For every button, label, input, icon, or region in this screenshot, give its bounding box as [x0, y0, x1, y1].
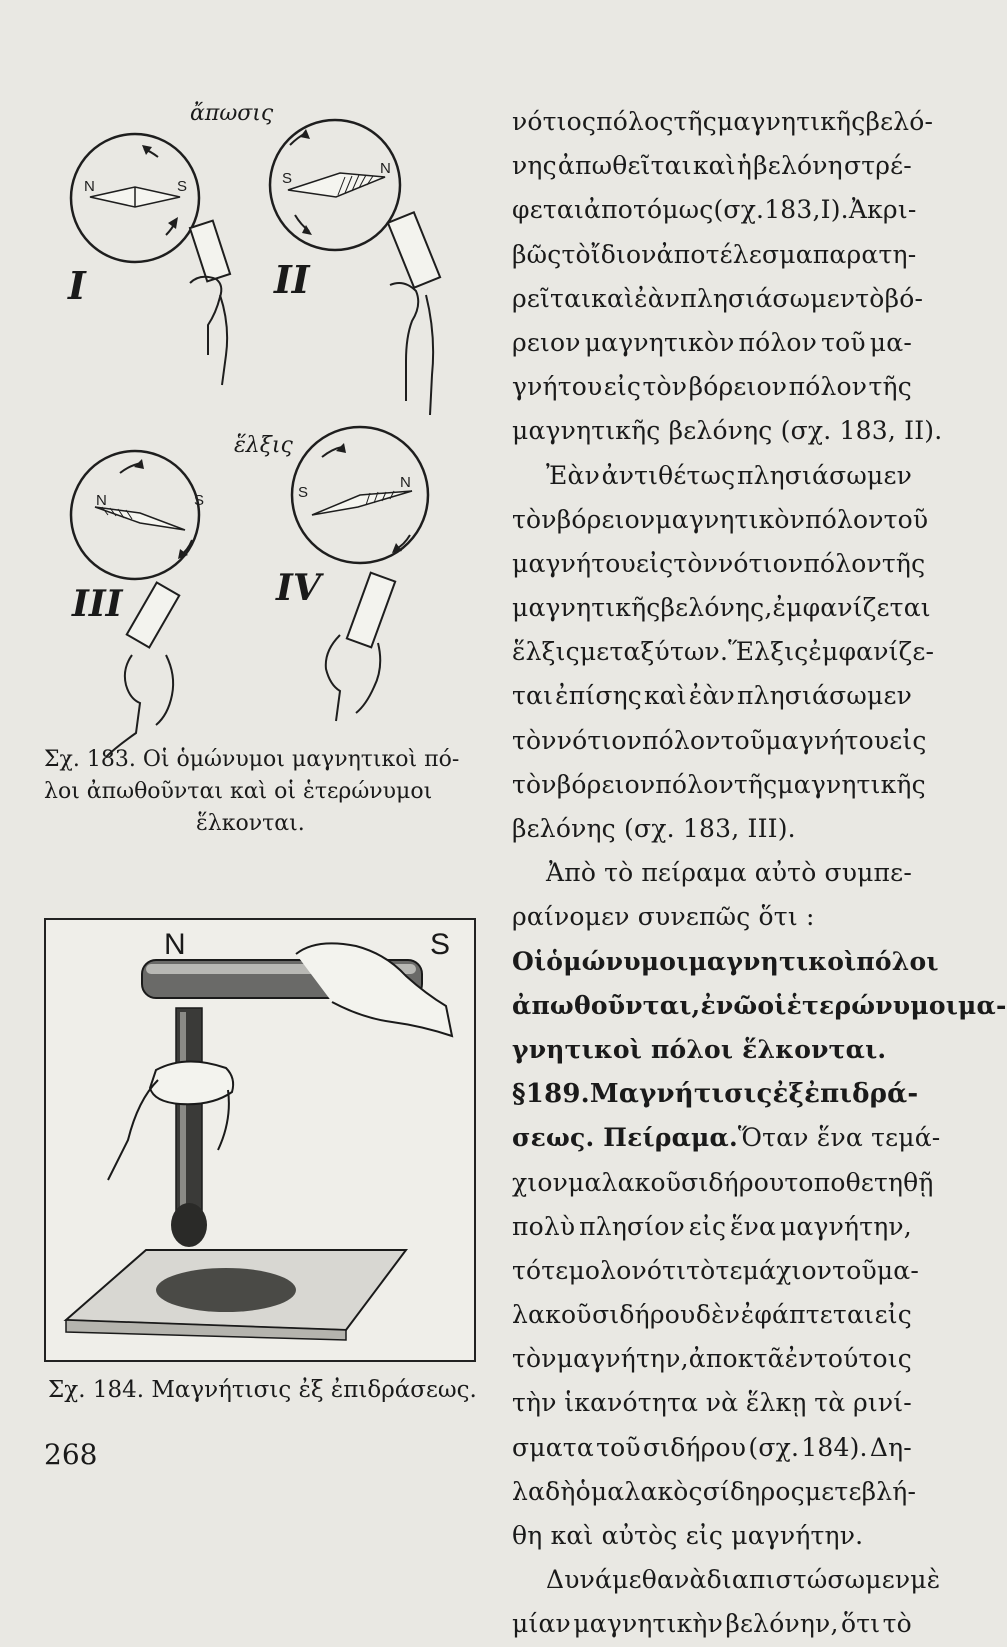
text-line: ρειον μαγνητικὸν πόλον τοῦ μα- [512, 327, 912, 357]
magnet-2-icon [388, 212, 440, 287]
text-line: λακοῦ σιδήρου δὲν ἐφάπτεται εἰς [512, 1300, 912, 1330]
repel-label: ἄπωσις [190, 101, 274, 126]
text-line [512, 1116, 941, 1160]
text-line: ρεῖται καὶ ἐὰν πλησιάσωμεν τὸ βό- [512, 283, 924, 313]
text-line: μαγνητικῆς βελόνης, ἐμφανίζεται [512, 593, 931, 623]
text-line: χιον μαλακοῦ σιδήρου τοποθετηθῇ [512, 1167, 934, 1197]
numeral-4: IV [276, 567, 321, 609]
pole-s-label-4: S [298, 484, 309, 501]
pole-s-label-2: S [282, 170, 293, 187]
figure-183-caption-line-2: λοι ἀπωθοῦνται καὶ οἱ ἑτερώνυμοι [44, 779, 433, 804]
text-line: Ἐὰν ἀντιθέτως πλησιάσωμεν [546, 460, 912, 490]
page-number: 268 [44, 1438, 98, 1471]
numeral-3: III [72, 583, 123, 625]
text-line: μαγνητικῆς βελόνης (σχ. 183, ΙΙ). [512, 416, 943, 446]
pole-n-label-2: N [380, 160, 391, 177]
iron-filings-tuft-icon [171, 1203, 207, 1247]
rule-statement-line: γνητικοὶ πόλοι ἕλκονται. [512, 1034, 887, 1064]
figure-183 [40, 95, 480, 755]
figure-183-caption-line-3: ἕλκονται. [196, 811, 305, 836]
iron-rod-icon [176, 1008, 202, 1218]
rule-statement-line: Οἱ ὁμώνυμοι μαγνητικοὶ πόλοι [512, 946, 939, 976]
needle-2-icon [288, 173, 385, 197]
text-line: βελόνης (σχ. 183, ΙΙΙ). [512, 814, 796, 843]
pole-s-label-3: S [194, 492, 205, 509]
text-line: μαγνήτου εἰς τὸν νότιον πόλον τῆς [512, 548, 926, 578]
section-heading: § 189. Μαγνήτισις ἐξ ἐπιδρά- [512, 1079, 919, 1110]
hand-gripping-rod-icon [150, 1061, 233, 1104]
figure-184-drawing [46, 920, 474, 1360]
numeral-2: II [274, 257, 310, 302]
magnet-4-icon [347, 573, 395, 648]
text-line: σματα τοῦ σιδήρου (σχ. 184). Δη- [512, 1432, 912, 1462]
section-subheading: σεως. Πείραμα. [512, 1123, 738, 1153]
text-line: τὸν βόρειον πόλον τῆς μαγνητικῆς [512, 769, 926, 799]
text-line: ται ἐπίσης καὶ ἐὰν πλησιάσωμεν [512, 681, 912, 711]
text-line: Ἀπὸ τὸ πείραμα αὐτὸ συμπε- [546, 858, 912, 888]
text-line: ἕλξις μεταξύ των. Ἕλξις ἐμφανίζε- [512, 637, 935, 667]
needle-4-icon [312, 491, 412, 515]
figure-183-drawing [40, 95, 480, 735]
text-line: Δυνάμεθα νὰ διαπιστώσωμεν μὲ [546, 1565, 941, 1595]
text-line: φεται ἀποτόμως (σχ. 183, Ι). Ἀκρι- [512, 195, 917, 225]
hand-1-icon [190, 277, 221, 355]
text-line-part: Ὅταν ἕνα τεμά- [737, 1123, 941, 1153]
hand-4-icon [326, 635, 340, 721]
numeral-1: I [68, 263, 86, 308]
body-text-column [512, 100, 1007, 1647]
text-line: νότιος πόλος τῆς μαγνητικῆς βελό- [512, 107, 934, 136]
pole-n-label-3: N [96, 492, 107, 509]
text-line: τὴν ἱκανότητα νὰ ἕλκῃ τὰ ρινί- [512, 1388, 912, 1418]
figure-184 [44, 918, 476, 1362]
attract-label: ἕλξις [234, 433, 293, 458]
figure-183-caption-line-1: Σχ. 183. Οἱ ὁμώνυμοι μαγνητικοὶ πό- [44, 747, 460, 772]
pole-n-label-4: N [400, 474, 411, 491]
rule-statement-line: ἀπωθοῦνται, ἐνῶ οἱ ἑτερώνυμοι μα- [512, 990, 1007, 1020]
magnet-1-icon [190, 221, 230, 282]
text-line: τότε μολονότι τὸ τεμάχιον τοῦ μα- [512, 1255, 920, 1285]
needle-3-icon [95, 507, 185, 530]
text-line: βῶς τὸ ἴδιον ἀποτέλεσμα παρατη- [512, 239, 917, 269]
magnet-pole-n-label: N [164, 928, 186, 961]
text-line: θη καὶ αὐτὸς εἰς μαγνήτην. [512, 1521, 864, 1550]
figure-184-caption: Σχ. 184. Μαγνήτισις ἐξ ἐπιδράσεως. [48, 1377, 477, 1403]
text-line: μίαν μαγνητικὴν βελόνην, ὅτι τὸ [512, 1609, 912, 1639]
hand-3-icon [106, 655, 140, 757]
text-line: τὸν μαγνήτην, ἀποκτᾶ ἐν τούτοις [512, 1344, 912, 1374]
magnet-pole-s-label: S [430, 928, 451, 961]
text-line: λαδὴ ὁ μαλακὸς σίδηρος μετεβλή- [512, 1476, 917, 1506]
text-line: γνήτου εἰς τὸν βόρειον πόλον τῆς [512, 372, 912, 402]
text-line: τὸν βόρειον μαγνητικὸν πόλον τοῦ [512, 504, 929, 534]
hand-2-icon [390, 283, 418, 401]
text-line: τὸν νότιον πόλον τοῦ μαγνήτου εἰς [512, 725, 927, 755]
text-line: πολὺ πλησίον εἰς ἕνα μαγνήτην, [512, 1211, 912, 1241]
text-line: νης ἀπωθεῖται καὶ ἡ βελόνη στρέ- [512, 151, 912, 181]
pole-s-label-1: S [177, 178, 188, 195]
magnet-3-icon [127, 583, 180, 648]
pole-n-label-1: N [84, 178, 95, 195]
filings-pile-icon [156, 1268, 296, 1312]
text-line: ραίνομεν συνεπῶς ὅτι : [512, 902, 815, 932]
